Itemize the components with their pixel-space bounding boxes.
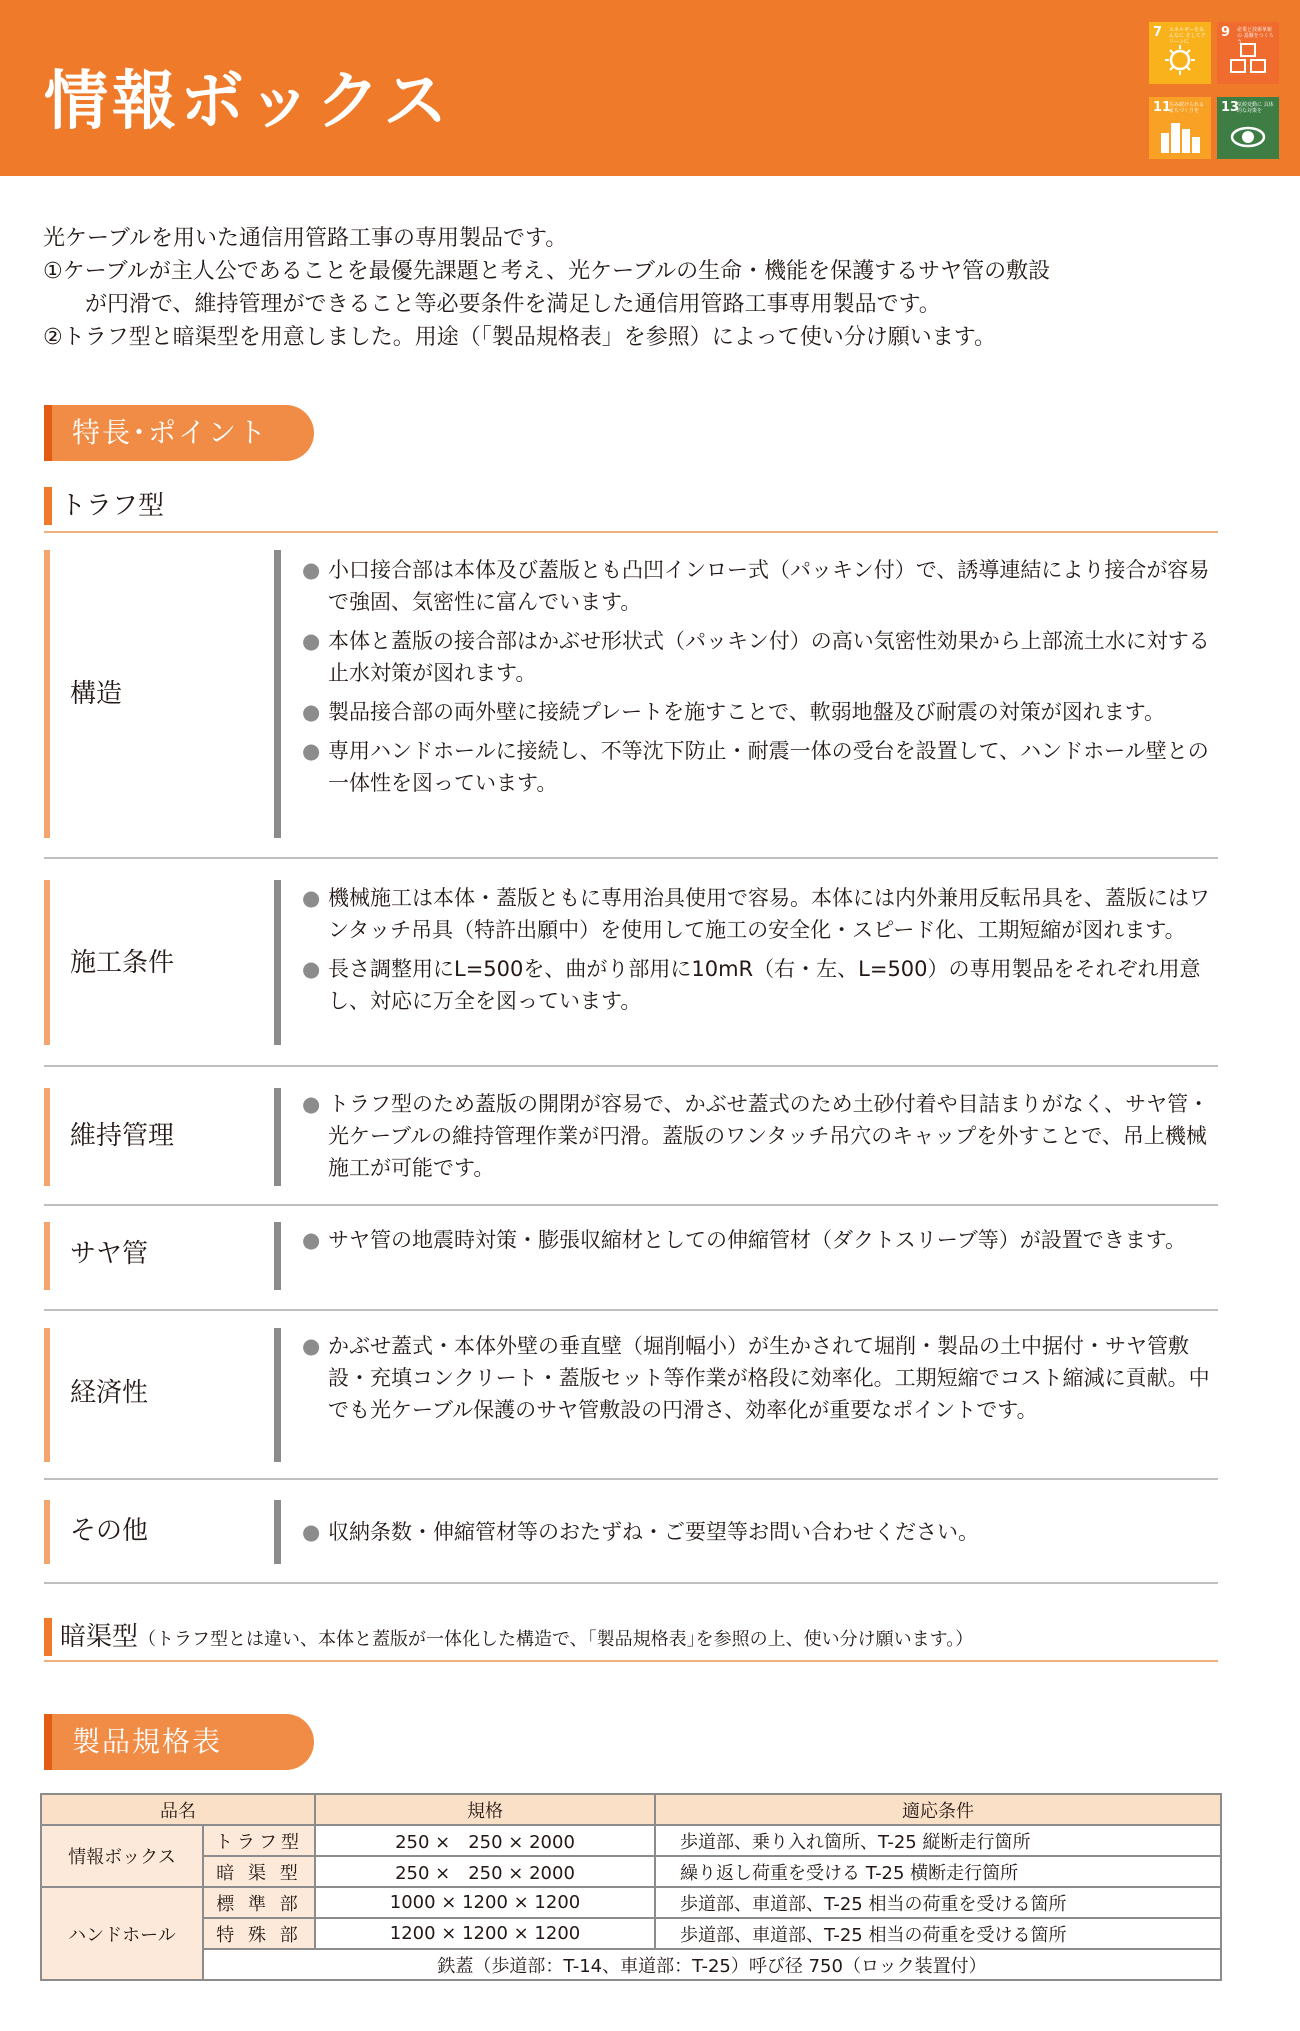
feature-point: ● 製品接合部の両外壁に接続プレートを施すことで、軟弱地盤及び耐震の対策が図れます。 <box>302 696 1222 728</box>
feature-points <box>302 1516 1222 1555</box>
feature-divider-bar <box>274 550 281 838</box>
size-cell: 250 × 250 × 2000 <box>315 1856 655 1887</box>
spec-table <box>40 1793 1222 1981</box>
section-title-text: 特長･ポイント <box>72 416 269 449</box>
type-cell: 標 準 部 <box>203 1887 315 1918</box>
sdg-number: 7 <box>1153 25 1163 40</box>
feature-separator <box>44 1582 1218 1584</box>
feature-point: ● サヤ管の地震時対策・膨張収縮材としての伸縮管材（ダクトスリーブ等）が設置できます。 <box>302 1224 1222 1256</box>
feature-name: 施工条件 <box>70 948 175 978</box>
size-cell: 1000 × 1200 × 1200 <box>315 1887 655 1918</box>
intro-line: ①ケーブルが主人公であることを最優先課題と考え、光ケーブルの生命・機能を保護するサヤ管の敷設 <box>43 259 1051 284</box>
feature-points <box>302 1224 1222 1263</box>
feature-separator <box>44 857 1218 859</box>
table-header-cell: 規格 <box>315 1794 655 1825</box>
sdg-9-badge <box>1217 22 1279 84</box>
feature-point: ● 収納条数・伸縮管材等のおたずね・ご要望等お問い合わせください。 <box>302 1516 1222 1548</box>
footer-cell: 鉄蓋（歩道部：T-14、車道部：T-25）呼び径 750（ロック装置付） <box>203 1949 1221 1980</box>
type-cell: 暗 渠 型 <box>203 1856 315 1887</box>
size-cell: 1200 × 1200 × 1200 <box>315 1918 655 1949</box>
feature-divider-bar <box>274 1088 281 1186</box>
intro-line: ②トラフ型と暗渠型を用意しました。用途（「製品規格表」を参照）によって使い分け願います。 <box>43 325 996 350</box>
table-row <box>41 1887 1221 1918</box>
feature-left-bar <box>44 1500 50 1564</box>
sdg-number: 13 <box>1221 100 1240 115</box>
feature-point: ● 小口接合部は本体及び蓋版とも凸凹インロー式（パッキン付）で、誘導連結により接合が容易で強固、気密性に富んでいます。 <box>302 554 1222 618</box>
heading-bar <box>44 1618 52 1656</box>
heading-rule <box>44 1660 1218 1662</box>
table-header-cell: 適応条件 <box>655 1794 1221 1825</box>
feature-point: ● 本体と蓋版の接合部はかぶせ形状式（パッキン付）の高い気密性効果から上部流土水に対する止水対策が図れます。 <box>302 625 1222 689</box>
feature-point: ● 機械施工は本体・蓋版ともに専用治具使用で容易。本体には内外兼用反転吊具を、蓋版にはワンタッチ吊具（特許出願中）を使用して施工の安全化・スピード化、工期短縮が図れます。 <box>302 882 1222 946</box>
type-cell: 特 殊 部 <box>203 1918 315 1949</box>
feature-points <box>302 1330 1222 1433</box>
group-name-cell: 情報ボックス <box>41 1825 203 1887</box>
feature-point: ● 専用ハンドホールに接続し、不等沈下防止・耐震一体の受台を設置して、ハンドホール壁との一体性を図っています。 <box>302 735 1222 799</box>
table-row <box>41 1918 1221 1949</box>
feature-left-bar <box>44 550 50 838</box>
intro-text <box>43 222 1243 354</box>
feature-point: ● かぶせ蓋式・本体外壁の垂直壁（堀削幅小）が生かされて堀削・製品の土中据付・サヤ管敷設・充填コンクリート・蓋版セット等作業が格段に効率化。工期短縮でコスト縮減に貢献。中でも光ケーブル保護のサヤ管敷設の円滑さ、効率化が重要なポイントです。 <box>302 1330 1222 1426</box>
feature-name: 維持管理 <box>70 1121 175 1151</box>
page-title: 情報ボックス <box>44 64 452 139</box>
sdg-text: エネルギーをみんなに そしてクリーンに <box>1169 27 1206 45</box>
section-title-text: 製品規格表 <box>72 1725 223 1758</box>
page-header <box>0 0 1300 176</box>
condition-cell: 歩道部、車道部、T-25 相当の荷重を受ける箇所 <box>655 1918 1221 1949</box>
feature-name: サヤ管 <box>70 1239 149 1269</box>
feature-divider-bar <box>274 880 281 1045</box>
sdg-11-badge <box>1149 97 1211 159</box>
feature-separator <box>44 1065 1218 1067</box>
spec-section-title <box>44 1714 314 1770</box>
feature-separator <box>44 1204 1218 1206</box>
table-row <box>41 1825 1221 1856</box>
features-section-title <box>44 405 314 461</box>
table-header-row <box>41 1794 1221 1825</box>
sdg-number: 9 <box>1221 25 1231 40</box>
sdg-number: 11 <box>1153 100 1172 115</box>
feature-separator <box>44 1309 1218 1311</box>
feature-points <box>302 882 1222 1024</box>
feature-name: その他 <box>70 1516 149 1546</box>
sdg-text: 気候変動に 具体的な対策を <box>1237 102 1274 114</box>
table-row <box>41 1856 1221 1887</box>
feature-point: ● トラフ型のため蓋版の開閉が容易で、かぶせ蓋式のため土砂付着や目詰まりがなく、サヤ管・光ケーブルの維持管理作業が円滑。蓋版のワンタッチ吊穴のキャップを外すことで、吊上機械施工が可能です。 <box>302 1088 1222 1184</box>
feature-name: 構造 <box>70 679 123 709</box>
size-cell: 250 × 250 × 2000 <box>315 1825 655 1856</box>
feature-point: ● 長さ調整用にL=500を、曲がり部用に10mR（右・左、L=500）の専用製品をそれぞれ用意し、対応に万全を図っています。 <box>302 953 1222 1017</box>
heading-note: （トラフ型とは違い、本体と蓋版が一体化した構造で、｢製品規格表｣を参照の上、使い分け願います。） <box>138 1629 974 1650</box>
sdg-text: 産業と技術革新の 基盤をつくろう <box>1237 27 1274 45</box>
sdg-text: 住み続けられる まちづくりを <box>1169 102 1205 114</box>
type-cell: トラフ型 <box>203 1825 315 1856</box>
feature-divider-bar <box>274 1222 281 1290</box>
sdg-7-badge <box>1149 22 1211 84</box>
heading-text: 暗渠型 <box>60 1622 139 1652</box>
feature-left-bar <box>44 1328 50 1462</box>
feature-left-bar <box>44 880 50 1045</box>
sdg-13-badge <box>1217 97 1279 159</box>
feature-name: 経済性 <box>70 1378 149 1408</box>
intro-line: が円滑で、維持管理ができること等必要条件を満足した通信用管路工事専用製品です。 <box>85 292 941 317</box>
condition-cell: 歩道部、乗り入れ箇所、T-25 縦断走行箇所 <box>655 1825 1221 1856</box>
table-header-cell: 品名 <box>41 1794 315 1825</box>
heading-rule <box>44 531 1218 533</box>
condition-cell: 歩道部、車道部、T-25 相当の荷重を受ける箇所 <box>655 1887 1221 1918</box>
feature-divider-bar <box>274 1500 281 1564</box>
feature-left-bar <box>44 1088 50 1186</box>
heading-bar <box>44 487 52 525</box>
group-name-cell: ハンドホール <box>41 1887 203 1980</box>
feature-points <box>302 1088 1222 1191</box>
feature-points <box>302 554 1222 806</box>
heading-text: トラフ型 <box>60 491 165 521</box>
table-row <box>41 1949 1221 1980</box>
feature-left-bar <box>44 1222 50 1290</box>
intro-line: 光ケーブルを用いた通信用管路工事の専用製品です。 <box>43 226 568 251</box>
condition-cell: 繰り返し荷重を受ける T-25 横断走行箇所 <box>655 1856 1221 1887</box>
feature-separator <box>44 1478 1218 1480</box>
feature-divider-bar <box>274 1328 281 1462</box>
